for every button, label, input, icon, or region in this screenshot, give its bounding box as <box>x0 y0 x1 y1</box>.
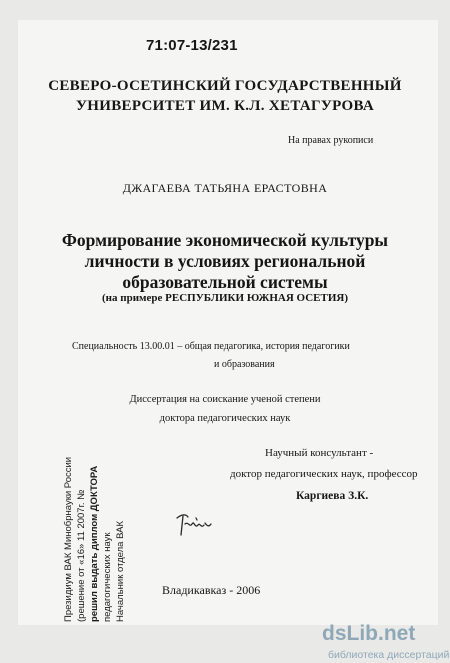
stamp-line-5: Начальник отдела ВАК <box>115 521 126 622</box>
stamp-line-1: Президиум ВАК Минобрнауки России <box>63 456 74 622</box>
archive-code: 71:07-13/231 <box>146 37 238 54</box>
stamp-line-2: (решение от «16» 11 2007г. № <box>76 489 87 622</box>
title-line-2: личности в условиях региональной <box>84 251 366 271</box>
specialty-line-1: Специальность 13.00.01 – общая педагогика, история педагогики <box>72 341 350 352</box>
specialty-line-2: и образования <box>214 359 275 370</box>
stamp-line-3: решил выдать диплом ДОКТОРА <box>89 465 100 622</box>
dissertation-line-1: Диссертация на соискание ученой степени <box>129 394 321 405</box>
manuscript-rights-note: На правах рукописи <box>288 135 374 146</box>
dslib-caption: библиотека диссертаций <box>328 649 450 661</box>
handwritten-signature <box>174 508 214 540</box>
stamp-line-4: педагогических наук <box>102 532 113 622</box>
university-name-line-1: СЕВЕРО-ОСЕТИНСКИЙ ГОСУДАРСТВЕННЫЙ <box>48 78 402 94</box>
vak-approval-stamp <box>62 397 132 622</box>
consultant-degree: доктор педагогических наук, профессор <box>230 468 418 480</box>
title-line-1: Формирование экономической культуры <box>61 230 389 250</box>
city-and-year: Владикавказ - 2006 <box>162 583 261 597</box>
university-name-line-2: УНИВЕРСИТЕТ ИМ. К.Л. ХЕТАГУРОВА <box>75 98 374 114</box>
dissertation-line-2: доктора педагогических наук <box>159 413 291 424</box>
dslib-logo: dsLib.net <box>322 622 416 645</box>
consultant-label: Научный консультант - <box>265 447 374 459</box>
title-line-3: образовательной системы <box>122 272 328 292</box>
author-name: ДЖАГАЕВА ТАТЬЯНА ЕРАСТОВНА <box>122 181 328 195</box>
title-subtitle: (на примере РЕСПУБЛИКИ ЮЖНАЯ ОСЕТИЯ) <box>102 292 348 304</box>
consultant-name: Каргиева З.К. <box>296 490 369 502</box>
